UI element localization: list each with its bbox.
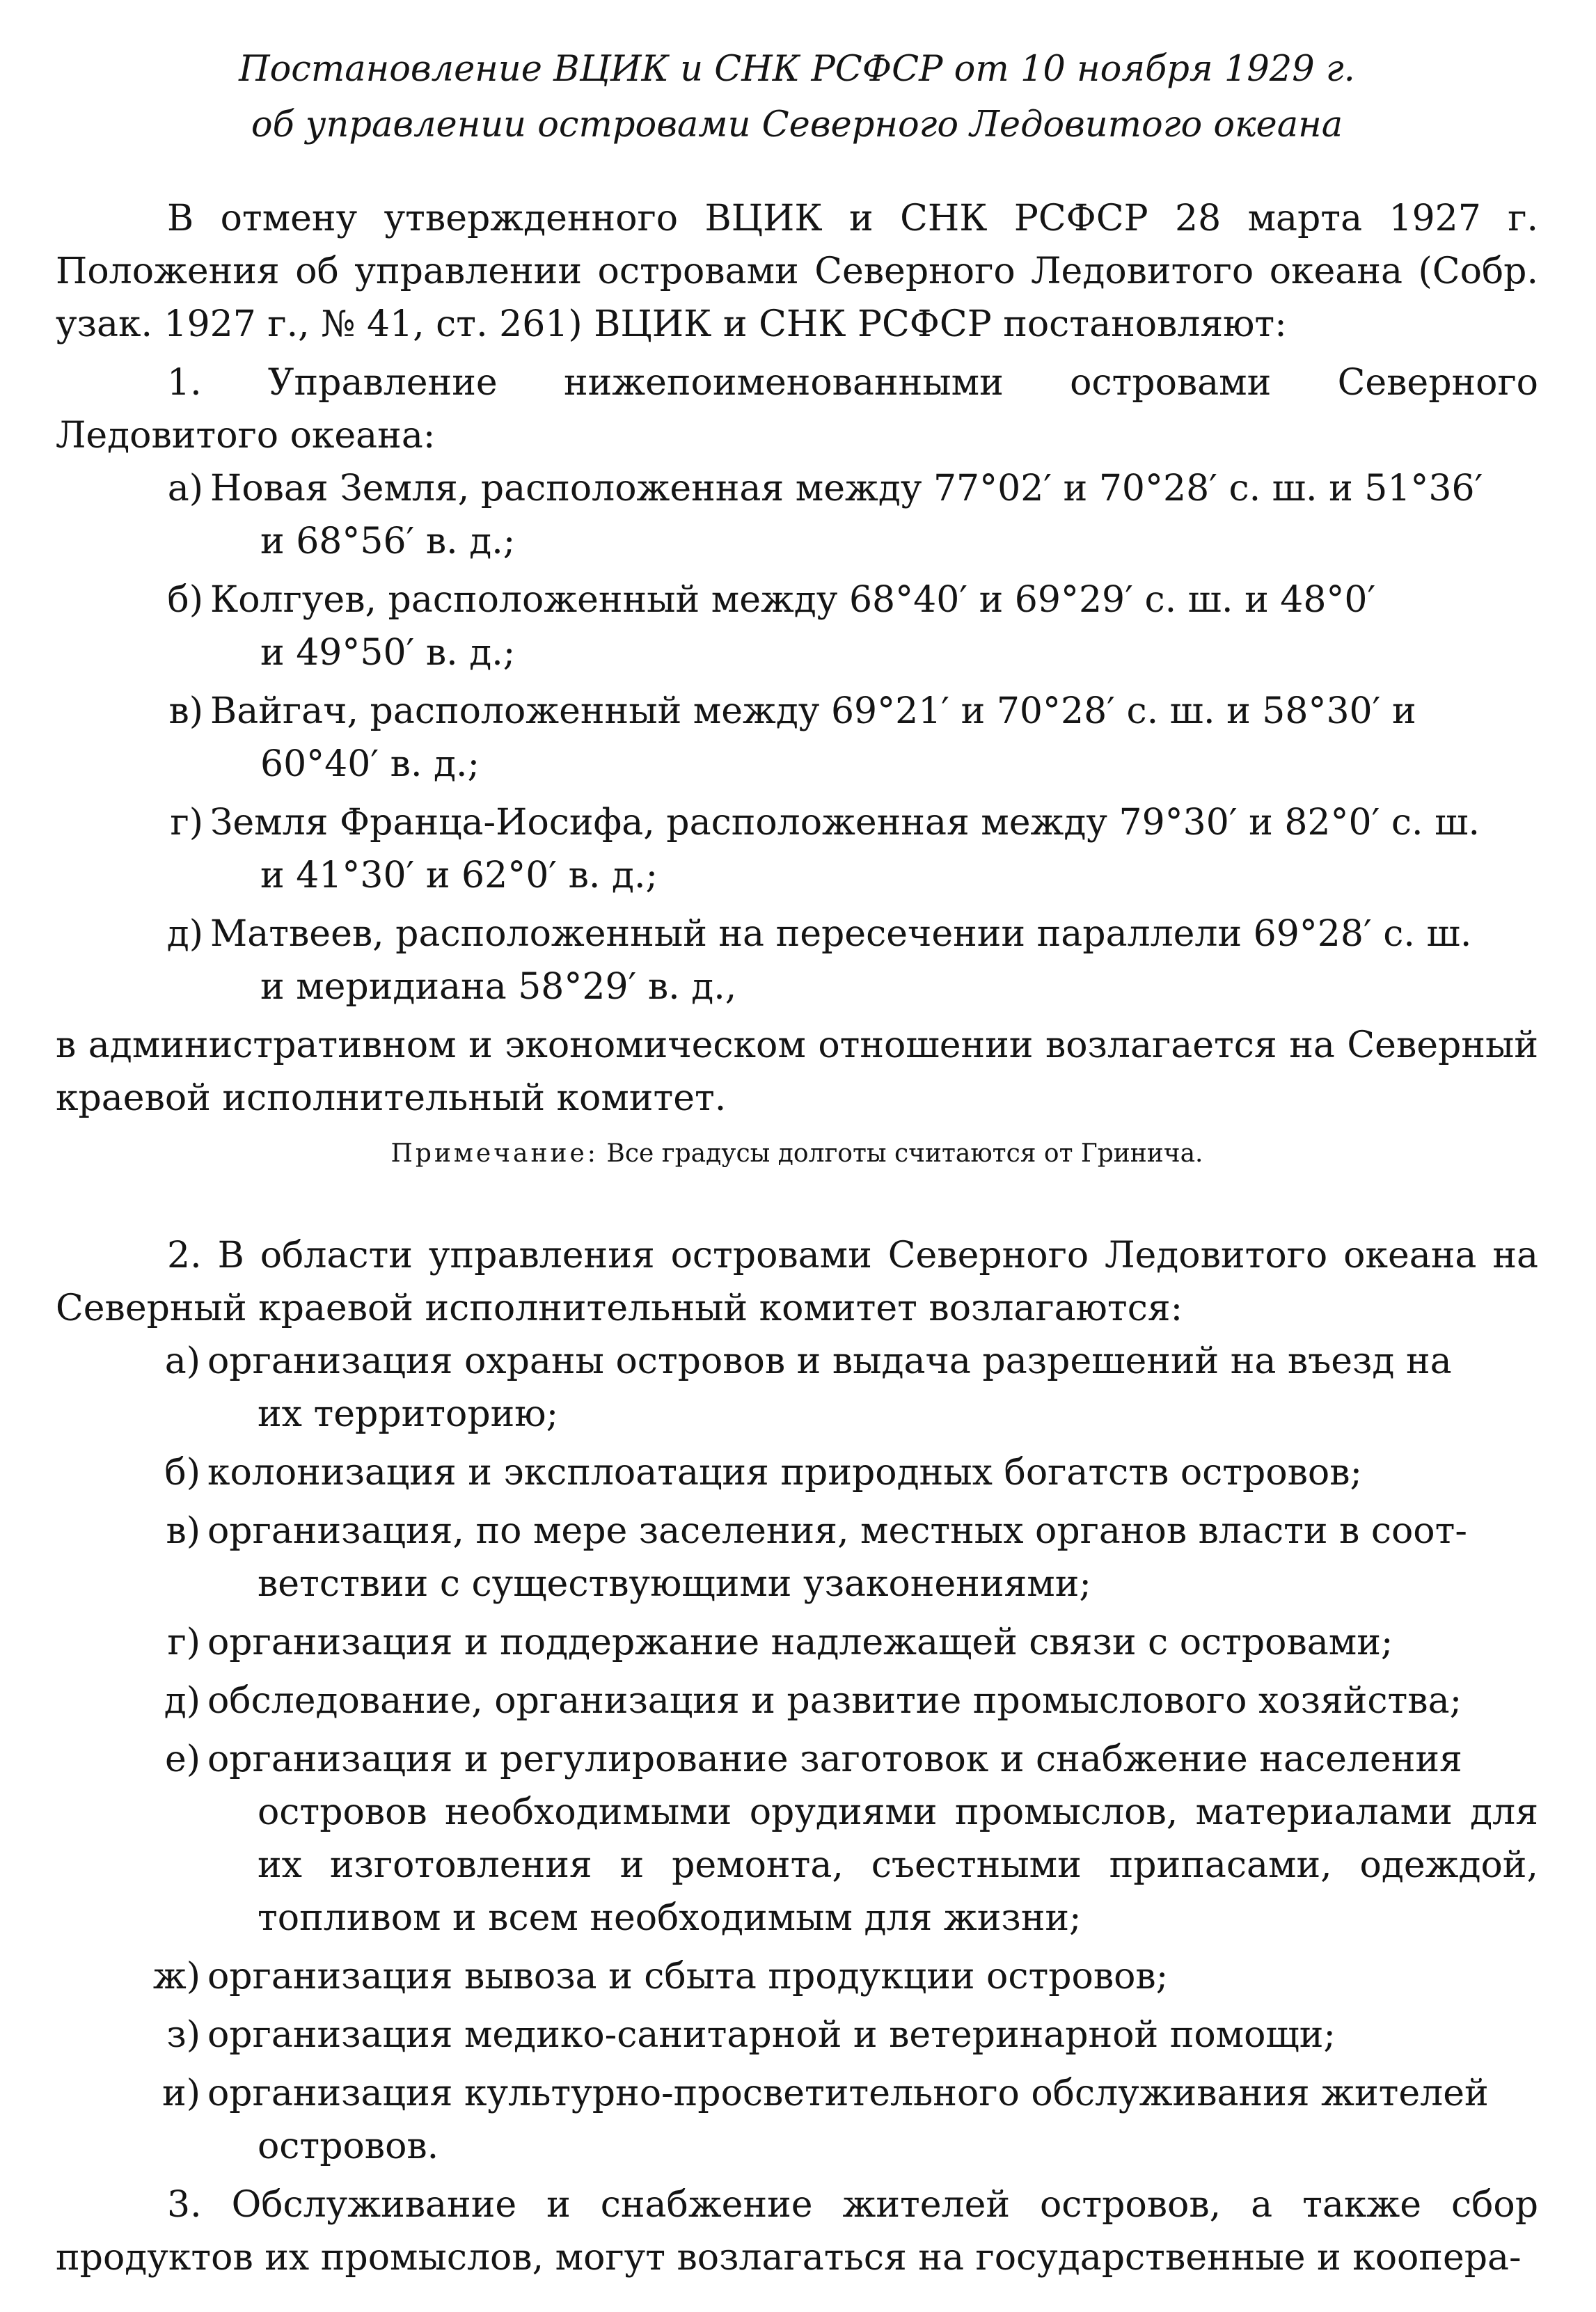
list-item bbox=[56, 1950, 1538, 2003]
item-letter: в) bbox=[166, 1510, 200, 1552]
note bbox=[56, 1133, 1538, 1175]
list-item bbox=[56, 2067, 1538, 2173]
item-text: Колгуев, расположенный между 68°40′ и 69°29′ с. ш. и 48°0′ bbox=[210, 579, 1376, 621]
list-item bbox=[56, 2009, 1538, 2061]
item-letter: а) bbox=[167, 468, 203, 509]
list-item bbox=[56, 573, 1538, 679]
item-text-continuation: и 68°56′ в. д.; bbox=[260, 521, 516, 562]
title-line-1: Постановление ВЦИК и СНК РСФСР от 10 ноября 1929 г. bbox=[239, 49, 1355, 90]
list-item bbox=[56, 1505, 1538, 1610]
item-letter: з) bbox=[166, 2014, 200, 2056]
item-text-continuation: 60°40′ в. д.; bbox=[260, 743, 480, 785]
item-letter: е) bbox=[164, 1739, 200, 1780]
item-text: организация, по мере заселения, местных органов власти в соот- bbox=[207, 1510, 1467, 1552]
item-text: организация охраны островов и выдача разрешений на въезд на bbox=[207, 1340, 1452, 1382]
item-text-continuation: островов. bbox=[258, 2125, 439, 2167]
item-text: обследование, организация и развитие промыслового хозяйства; bbox=[207, 1680, 1462, 1722]
list-item bbox=[56, 1674, 1538, 1727]
section-1-list bbox=[56, 462, 1538, 1013]
list-item bbox=[56, 1446, 1538, 1499]
item-text-continuation: и 49°50′ в. д.; bbox=[260, 632, 516, 674]
item-text: организация вывоза и сбыта продукции островов; bbox=[207, 1956, 1169, 1997]
item-text-continuation: их территорию; bbox=[258, 1393, 559, 1435]
document-page bbox=[56, 42, 1538, 2284]
item-letter: д) bbox=[166, 913, 203, 955]
list-item bbox=[56, 1616, 1538, 1669]
section-2-list bbox=[56, 1335, 1538, 2173]
section-1-tail: в административном и экономическом отношении возлагается на Северный краевой исполнительный комитет. bbox=[56, 1024, 1538, 1119]
item-text: Матвеев, расположенный на пересечении параллели 69°28′ с. ш. bbox=[210, 913, 1472, 955]
item-letter: д) bbox=[164, 1680, 200, 1722]
item-letter: г) bbox=[170, 802, 203, 844]
section-3-lead: 3. Обслуживание и снабжение жителей островов, а также сбор продуктов их промыслов, могут возлагаться на государственные и коопера- bbox=[56, 2184, 1538, 2279]
section-2-lead: 2. В области управления островами Северного Ледовитого океана на Северный краевой исполнительный комитет возлагаются: bbox=[56, 1235, 1538, 1329]
item-letter: и) bbox=[162, 2073, 200, 2114]
item-text-continuation: островов необходимыми орудиями промыслов, материалами для их изготовления и ремонта, съестными припасами, одеждой, топливом и всем необходимым для жизни; bbox=[258, 1791, 1538, 1939]
item-letter: в) bbox=[168, 690, 203, 732]
item-letter: г) bbox=[167, 1622, 200, 1663]
item-text: Вайгач, расположенный между 69°21′ и 70°28′ с. ш. и 58°30′ и bbox=[210, 690, 1416, 732]
list-item bbox=[56, 685, 1538, 791]
title-line-2: об управлении островами Северного Ледовитого океана bbox=[251, 104, 1343, 145]
item-text: организация и регулирование заготовок и снабжение населения bbox=[207, 1739, 1462, 1780]
section-1-lead: 1. Управление нижепоименованными островами Северного Ледовитого океана: bbox=[56, 362, 1538, 457]
item-text: Новая Земля, расположенная между 77°02′ и 70°28′ с. ш. и 51°36′ bbox=[210, 468, 1483, 509]
item-letter: б) bbox=[167, 579, 203, 621]
item-text: колонизация и эксплоатация природных богатств островов; bbox=[207, 1452, 1362, 1494]
document-title bbox=[56, 42, 1538, 153]
item-text: организация культурно-просветительного обслуживания жителей bbox=[207, 2073, 1489, 2114]
note-label: Примечание: bbox=[390, 1139, 599, 1168]
item-text: организация медико-санитарной и ветеринарной помощи; bbox=[207, 2014, 1336, 2056]
item-text-continuation: и 41°30′ и 62°0′ в. д.; bbox=[260, 855, 658, 896]
item-letter: ж) bbox=[152, 1956, 200, 1997]
intro-paragraph: В отмену утвержденного ВЦИК и СНК РСФСР 28 марта 1927 г. Положения об управлении островами Северного Ледовитого океана (Собр. узак. 1927 г., № 41, ст. 261) ВЦИК и СНК РСФСР постановляют: bbox=[56, 198, 1538, 345]
item-text-continuation: ветствии с существующими узаконениями; bbox=[258, 1563, 1091, 1605]
list-item bbox=[56, 796, 1538, 902]
list-item bbox=[56, 908, 1538, 1013]
item-letter: б) bbox=[164, 1452, 200, 1494]
list-item bbox=[56, 462, 1538, 568]
item-letter: а) bbox=[164, 1340, 200, 1382]
item-text: организация и поддержание надлежащей связи с островами; bbox=[207, 1622, 1393, 1663]
list-item bbox=[56, 1335, 1538, 1441]
item-text: Земля Франца-Иосифа, расположенная между 79°30′ и 82°0′ с. ш. bbox=[210, 802, 1480, 844]
item-text-continuation: и меридиана 58°29′ в. д., bbox=[260, 966, 737, 1008]
list-item bbox=[56, 1733, 1538, 1945]
note-text: Все градусы долготы считаются от Гринича. bbox=[606, 1139, 1203, 1168]
